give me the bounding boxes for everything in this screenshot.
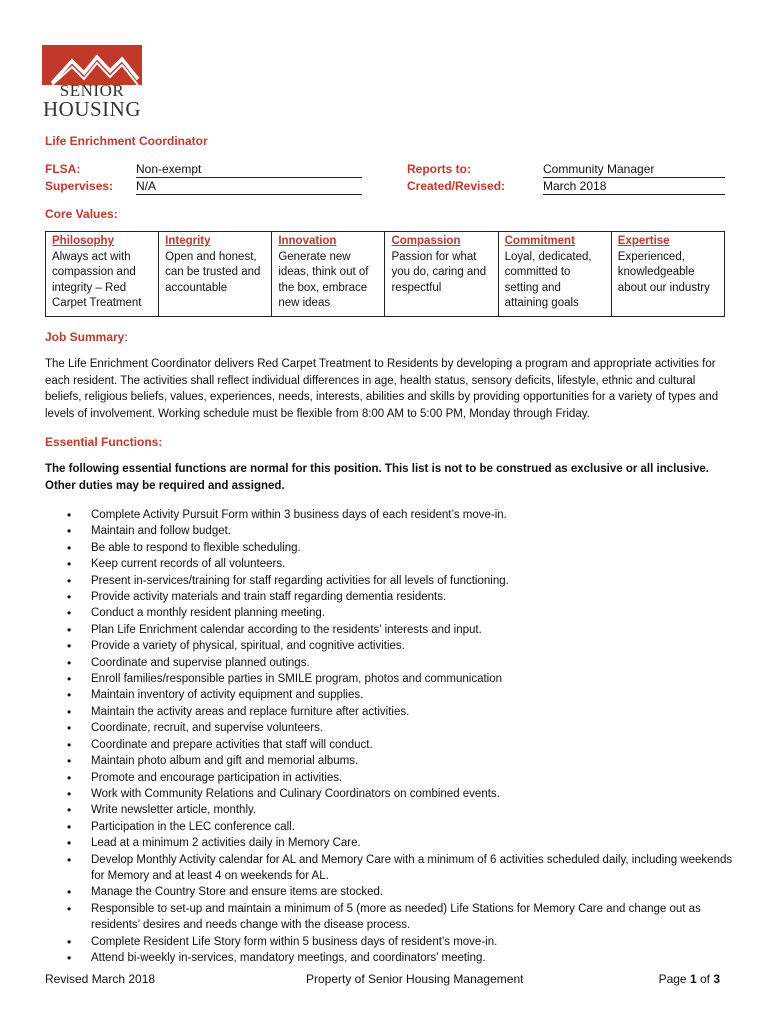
function-item: • Maintain inventory of activity equipment and supplies. — [45, 687, 735, 703]
function-item: • Responsible to set-up and maintain a minimum of 5 (more as needed) Life Stations for Memory Care and change out as residents’ desires and needs change with the disease process. — [45, 901, 735, 934]
core-value-cell — [385, 232, 498, 317]
function-item: • Coordinate, recruit, and supervise volunteers. — [45, 720, 735, 736]
function-item: • Coordinate and supervise planned outings. — [45, 655, 735, 671]
footer-page-number — [659, 972, 720, 986]
job-summary-heading — [45, 330, 128, 344]
core-value-text: Experienced, knowledgeable about our industry — [617, 250, 710, 294]
page-current: 1 — [689, 972, 697, 986]
created-revised-value: March 2018 — [543, 179, 725, 195]
core-value-title: Commitment — [504, 235, 575, 247]
function-item: • Coordinate and prepare activities that staff will conduct. — [45, 737, 735, 753]
page-of: of — [696, 972, 714, 986]
core-value-title: Innovation — [278, 235, 337, 247]
core-value-text: Generate new ideas, think out of the box, embrace new ideas — [278, 250, 369, 309]
job-title: Life Enrichment Coordinator — [45, 134, 208, 148]
function-item: • Conduct a monthly resident planning meeting. — [45, 605, 735, 621]
flsa-label: FLSA: — [45, 162, 81, 176]
function-item: • Maintain photo album and gift and memorial albums. — [45, 753, 735, 769]
core-value-cell — [159, 232, 272, 317]
function-item: • Attend bi-weekly in-services, mandatory meetings, and coordinators’ meeting. — [45, 950, 735, 966]
mountain-roof-icon — [42, 45, 142, 85]
core-value-cell — [46, 232, 159, 317]
function-item: • Maintain the activity areas and replace furniture after activities. — [45, 704, 735, 720]
logo-line-1: SENIOR — [59, 81, 125, 100]
essential-functions-heading: Essential Functions: — [45, 435, 163, 449]
reports-to-value: Community Manager — [543, 162, 725, 178]
function-item: • Maintain and follow budget. — [45, 523, 735, 539]
core-value-title: Philosophy — [52, 235, 114, 247]
supervises-label: Supervises: — [45, 179, 114, 193]
footer-property: Property of Senior Housing Management — [306, 972, 524, 986]
core-value-title: Expertise — [617, 235, 670, 247]
supervises-value: N/A — [136, 179, 362, 195]
function-item: • Lead at a minimum 2 activities daily in Memory Care. — [45, 835, 735, 851]
core-value-text: Loyal, dedicated, committed to setting and attaining goals — [504, 250, 592, 309]
function-item: • Be able to respond to flexible scheduling. — [45, 540, 735, 556]
function-item: • Provide a variety of physical, spiritual, and cognitive activities. — [45, 638, 735, 654]
core-value-text: Always act with compassion and integrity – Red Carpet Treatment — [52, 250, 142, 309]
logo-line-2: HOUSING — [43, 97, 141, 121]
essential-functions-list — [45, 507, 735, 966]
job-summary-colon: : — [124, 330, 128, 344]
essential-functions-intro: The following essential functions are normal for this position. This list is not to be construed as exclusive or all inclusive. Other duties may be required and assigned. — [45, 463, 709, 492]
function-item: • Complete Resident Life Story form within 5 business days of resident’s move-in. — [45, 934, 735, 950]
core-value-text: Passion for what you do, caring and respectful — [391, 250, 487, 294]
function-item: • Provide activity materials and train staff regarding dementia residents. — [45, 589, 735, 605]
core-value-cell — [272, 232, 385, 317]
flsa-value: Non-exempt — [136, 162, 362, 178]
core-value-title: Integrity — [165, 235, 211, 247]
core-value-title: Compassion — [391, 235, 461, 247]
core-values-row — [46, 232, 725, 317]
function-item: • Keep current records of all volunteers. — [45, 556, 735, 572]
function-item: • Complete Activity Pursuit Form within 3 business days of each resident’s move-in. — [45, 507, 735, 523]
page-total: 3 — [713, 972, 720, 986]
core-value-cell — [498, 232, 611, 317]
function-item: • Enroll families/responsible parties in SMILE program, photos and communication — [45, 671, 735, 687]
page-prefix: Page — [658, 972, 690, 986]
job-summary-heading-text: Job Summary — [45, 330, 125, 344]
function-item: • Develop Monthly Activity calendar for AL and Memory Care with a minimum of 6 activities scheduled daily, including weekends for Memory and at least 4 on weekends for AL. — [45, 852, 735, 885]
core-value-cell — [611, 232, 724, 317]
function-item: • Plan Life Enrichment calendar according to the residents’ interests and input. — [45, 622, 735, 638]
job-summary-text: The Life Enrichment Coordinator delivers Red Carpet Treatment to Residents by developing a program and appropriate activities for each resident. The activities shall reflect individual differences in age, health status, sensory deficits, lifestyle, ethnic and cultural beliefs, religious beliefs, values, experiences, needs, interests, abilities and skills by providing opportunities for a variety of types and levels of involvement. Working schedule must be flexible from 8:00 AM to 5:00 PM, Monday through Friday. — [45, 358, 719, 420]
function-item: • Participation in the LEC conference call. — [45, 819, 735, 835]
core-values-heading: Core Values: — [45, 207, 118, 221]
function-item: • Manage the Country Store and ensure items are stocked. — [45, 884, 735, 900]
function-item: • Promote and encourage participation in activities. — [45, 770, 735, 786]
function-item: • Work with Community Relations and Culinary Coordinators on combined events. — [45, 786, 735, 802]
reports-to-label: Reports to: — [407, 162, 471, 176]
core-value-text: Open and honest, can be trusted and accountable — [165, 250, 261, 294]
senior-housing-logo — [42, 45, 142, 125]
function-item: • Write newsletter article, monthly. — [45, 802, 735, 818]
function-item: • Present in-services/training for staff regarding activities for all levels of functioning. — [45, 573, 735, 589]
footer-revised: Revised March 2018 — [45, 972, 156, 986]
core-values-table — [45, 231, 725, 317]
created-revised-label: Created/Revised: — [407, 179, 506, 193]
